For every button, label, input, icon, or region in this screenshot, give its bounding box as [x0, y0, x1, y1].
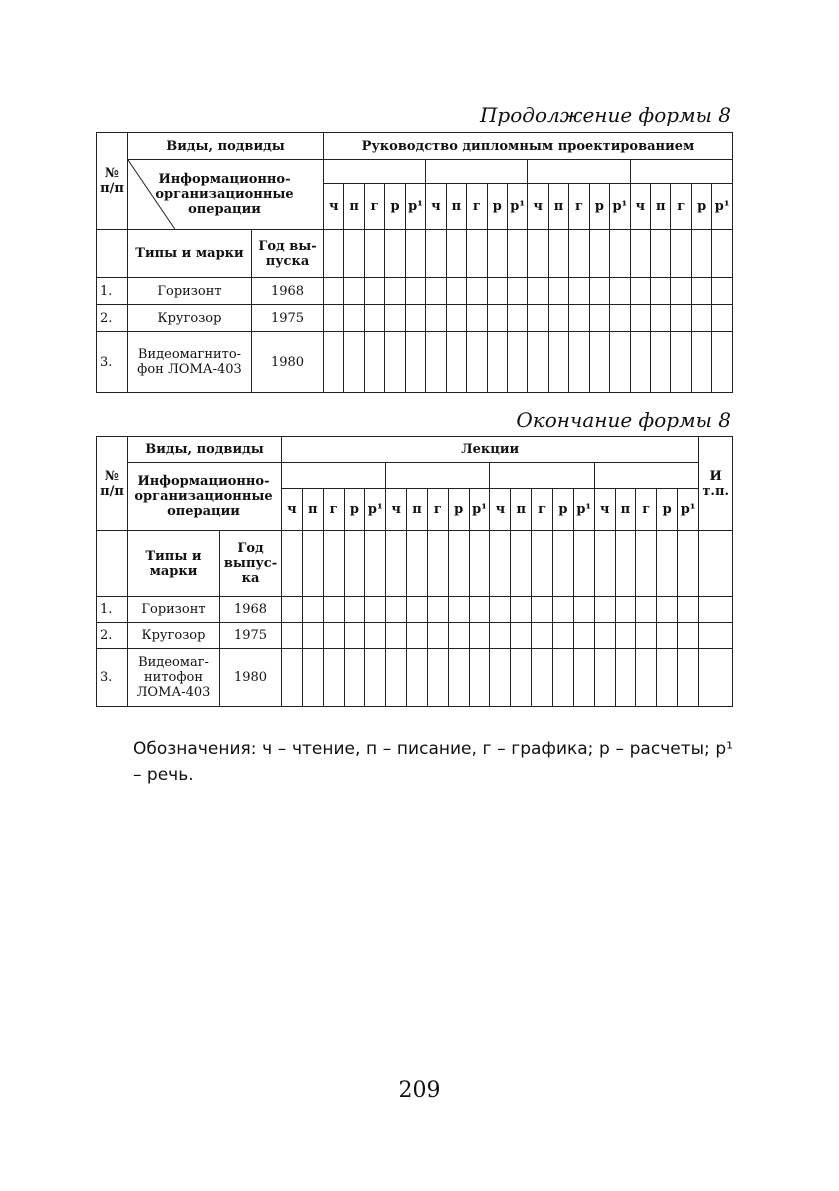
grid-cell: [405, 332, 425, 393]
grid-cell: [407, 531, 428, 597]
subcol-header: р¹: [507, 184, 527, 230]
subcol-header: ч: [324, 184, 344, 230]
grid-cell: [678, 597, 699, 623]
subcol-header: р: [448, 489, 469, 531]
grid-cell: [569, 332, 589, 393]
row-year: 1980: [252, 332, 324, 393]
subcol-header: п: [302, 489, 323, 531]
grid-cell: [699, 649, 733, 707]
grid-cell: [594, 597, 615, 623]
subcol-header: р¹: [469, 489, 490, 531]
grid-cell: [615, 623, 636, 649]
grid-cell: [386, 597, 407, 623]
grid-cell: [548, 332, 568, 393]
grid-cell: [699, 623, 733, 649]
empty-cell: [97, 531, 128, 597]
grid-cell: [691, 332, 711, 393]
grid-cell: [365, 597, 386, 623]
grid-cell: [302, 531, 323, 597]
grid-cell: [467, 278, 487, 305]
grid-cell: [712, 230, 733, 278]
grid-cell: [364, 230, 384, 278]
row-type: Кругозор: [128, 305, 252, 332]
grid-cell: [446, 230, 466, 278]
grid-cell: [630, 305, 650, 332]
row-num: 3.: [97, 332, 128, 393]
grid-cell: [507, 278, 527, 305]
subcol-header: р: [487, 184, 507, 230]
grid-cell: [467, 305, 487, 332]
row-year: 1975: [252, 305, 324, 332]
grid-cell: [651, 332, 671, 393]
grid-cell: [324, 278, 344, 305]
grid-cell: [569, 278, 589, 305]
subcol-header: р¹: [610, 184, 630, 230]
subcol-header: р: [552, 489, 573, 531]
subcol-header: р: [589, 184, 609, 230]
grid-cell: [615, 597, 636, 623]
num-header: № п/п: [97, 133, 128, 230]
grid-cell: [511, 597, 532, 623]
grid-cell: [507, 230, 527, 278]
extra-header: И т.п.: [699, 437, 733, 531]
grid-cell: [552, 623, 573, 649]
grid-cell: [426, 332, 446, 393]
types-header: Типы и марки: [128, 230, 252, 278]
grid-cell: [324, 305, 344, 332]
row-num: 2.: [97, 305, 128, 332]
grid-cell: [589, 278, 609, 305]
grid-cell: [552, 649, 573, 707]
subcol-header: ч: [386, 489, 407, 531]
subcol-header: п: [548, 184, 568, 230]
form2-caption: Окончание формы 8: [516, 408, 731, 432]
grid-cell: [548, 305, 568, 332]
subcol-header: р¹: [573, 489, 594, 531]
grid-cell: [324, 230, 344, 278]
grid-cell: [589, 230, 609, 278]
grid-cell: [657, 623, 678, 649]
grid-cell: [671, 278, 691, 305]
grid-cell: [490, 597, 511, 623]
grid-cell: [610, 305, 630, 332]
grid-cell: [344, 649, 365, 707]
grid-cell: [507, 305, 527, 332]
grid-cell: [385, 230, 405, 278]
subgroup-cell: [282, 463, 386, 489]
grid-cell: [365, 623, 386, 649]
types-header: Типы и марки: [128, 531, 220, 597]
subcol-header: р: [344, 489, 365, 531]
grid-cell: [282, 597, 303, 623]
grid-cell: [282, 531, 303, 597]
grid-cell: [365, 649, 386, 707]
grid-cell: [364, 332, 384, 393]
grid-cell: [386, 531, 407, 597]
grid-cell: [548, 278, 568, 305]
grid-cell: [324, 332, 344, 393]
subcol-header: р: [385, 184, 405, 230]
num-header: № п/п: [97, 437, 128, 531]
grid-cell: [573, 597, 594, 623]
grid-cell: [448, 649, 469, 707]
empty-cell: [97, 230, 128, 278]
grid-cell: [594, 649, 615, 707]
grid-cell: [507, 332, 527, 393]
grid-cell: [594, 531, 615, 597]
grid-cell: [615, 531, 636, 597]
subcol-header: п: [511, 489, 532, 531]
row-type: Видеомагнито-фон ЛОМА-403: [128, 332, 252, 393]
table-row: [97, 597, 733, 623]
grid-cell: [610, 278, 630, 305]
grid-cell: [344, 597, 365, 623]
grid-cell: [671, 230, 691, 278]
grid-cell: [469, 623, 490, 649]
row-num: 3.: [97, 649, 128, 707]
grid-cell: [282, 623, 303, 649]
grid-cell: [467, 332, 487, 393]
grid-cell: [446, 332, 466, 393]
legend-note: Обозначения: ч – чтение, п – писание, г – графика; р – расчеты; р¹ – речь.: [133, 739, 733, 785]
grid-cell: [532, 531, 553, 597]
row-type: Видеомаг-нитофон ЛОМА-403: [128, 649, 220, 707]
grid-cell: [407, 649, 428, 707]
grid-cell: [678, 623, 699, 649]
grid-cell: [657, 597, 678, 623]
grid-cell: [282, 649, 303, 707]
grid-cell: [589, 332, 609, 393]
grid-cell: [594, 623, 615, 649]
info-ops-cell: [128, 463, 282, 531]
grid-cell: [671, 305, 691, 332]
row-type: Горизонт: [128, 278, 252, 305]
grid-cell: [552, 597, 573, 623]
table-row: [97, 623, 733, 649]
subcol-header: г: [364, 184, 384, 230]
grid-cell: [678, 649, 699, 707]
grid-cell: [532, 623, 553, 649]
grid-cell: [386, 623, 407, 649]
grid-cell: [385, 278, 405, 305]
grid-cell: [344, 332, 364, 393]
grid-cell: [427, 597, 448, 623]
grid-cell: [405, 278, 425, 305]
row-num: 1.: [97, 278, 128, 305]
grid-cell: [405, 305, 425, 332]
subcol-header: п: [407, 489, 428, 531]
grid-cell: [651, 278, 671, 305]
grid-cell: [364, 278, 384, 305]
subcol-header: ч: [528, 184, 548, 230]
grid-cell: [469, 597, 490, 623]
grid-cell: [448, 531, 469, 597]
grid-cell: [630, 332, 650, 393]
row-year: 1975: [220, 623, 282, 649]
grid-cell: [552, 531, 573, 597]
table-row: [97, 332, 733, 393]
grid-cell: [467, 230, 487, 278]
grid-cell: [630, 278, 650, 305]
grid-cell: [636, 649, 657, 707]
row-year: 1980: [220, 649, 282, 707]
subcol-header: р: [691, 184, 711, 230]
table-row: [97, 278, 733, 305]
grid-cell: [610, 332, 630, 393]
grid-cell: [487, 332, 507, 393]
year-header: Год вы-пуска: [252, 230, 324, 278]
grid-cell: [573, 623, 594, 649]
grid-cell: [344, 230, 364, 278]
grid-cell: [532, 649, 553, 707]
grid-cell: [569, 305, 589, 332]
grid-cell: [426, 305, 446, 332]
grid-cell: [487, 305, 507, 332]
grid-cell: [323, 531, 344, 597]
subcol-header: р¹: [678, 489, 699, 531]
info-ops-label: Информационно-организационные операции: [155, 172, 294, 217]
grid-cell: [385, 305, 405, 332]
grid-cell: [678, 531, 699, 597]
subgroup-cell: [386, 463, 490, 489]
group-header: Лекции: [282, 437, 699, 463]
grid-cell: [302, 597, 323, 623]
subcol-header: г: [569, 184, 589, 230]
grid-cell: [469, 649, 490, 707]
year-header: Год выпус-ка: [220, 531, 282, 597]
grid-cell: [364, 305, 384, 332]
grid-cell: [365, 531, 386, 597]
grid-cell: [344, 623, 365, 649]
form2-table: [96, 436, 733, 707]
subcol-header: г: [427, 489, 448, 531]
grid-cell: [386, 649, 407, 707]
grid-cell: [511, 531, 532, 597]
row-num: 1.: [97, 597, 128, 623]
subcol-header: г: [636, 489, 657, 531]
grid-cell: [302, 623, 323, 649]
subgroup-cell: [594, 463, 699, 489]
subcol-header: ч: [490, 489, 511, 531]
grid-cell: [589, 305, 609, 332]
grid-cell: [636, 531, 657, 597]
subcol-header: р: [657, 489, 678, 531]
subcol-header: ч: [282, 489, 303, 531]
grid-cell: [446, 278, 466, 305]
subgroup-cell: [528, 160, 630, 184]
grid-cell: [469, 531, 490, 597]
grid-cell: [490, 649, 511, 707]
grid-cell: [528, 278, 548, 305]
grid-cell: [490, 623, 511, 649]
grid-cell: [528, 332, 548, 393]
kinds-header: Виды, подвиды: [128, 437, 282, 463]
subcol-header: р¹: [365, 489, 386, 531]
grid-cell: [573, 649, 594, 707]
subcol-header: р¹: [712, 184, 733, 230]
grid-cell: [487, 278, 507, 305]
grid-cell: [651, 230, 671, 278]
table-row: [97, 649, 733, 707]
grid-cell: [657, 649, 678, 707]
grid-cell: [691, 230, 711, 278]
subgroup-cell: [426, 160, 528, 184]
grid-cell: [511, 649, 532, 707]
grid-cell: [610, 230, 630, 278]
grid-cell: [448, 597, 469, 623]
kinds-header: Виды, подвиды: [128, 133, 324, 160]
grid-cell: [615, 649, 636, 707]
grid-cell: [712, 332, 733, 393]
info-ops-cell: [128, 160, 324, 230]
grid-cell: [657, 531, 678, 597]
row-num: 2.: [97, 623, 128, 649]
subgroup-cell: [324, 160, 426, 184]
page-number: 209: [398, 1078, 441, 1103]
grid-cell: [573, 531, 594, 597]
grid-cell: [405, 230, 425, 278]
form1-table: [96, 132, 733, 393]
grid-cell: [691, 305, 711, 332]
subcol-header: г: [467, 184, 487, 230]
grid-cell: [407, 597, 428, 623]
grid-cell: [427, 649, 448, 707]
subcol-header: г: [671, 184, 691, 230]
grid-cell: [302, 649, 323, 707]
grid-cell: [699, 531, 733, 597]
grid-cell: [323, 597, 344, 623]
grid-cell: [323, 649, 344, 707]
subcol-header: ч: [594, 489, 615, 531]
grid-cell: [446, 305, 466, 332]
grid-cell: [712, 278, 733, 305]
subgroup-cell: [490, 463, 594, 489]
grid-cell: [712, 305, 733, 332]
subcol-header: п: [344, 184, 364, 230]
subcol-header: р¹: [405, 184, 425, 230]
grid-cell: [323, 623, 344, 649]
grid-cell: [427, 623, 448, 649]
grid-cell: [671, 332, 691, 393]
grid-cell: [691, 278, 711, 305]
grid-cell: [699, 597, 733, 623]
row-year: 1968: [252, 278, 324, 305]
grid-cell: [427, 531, 448, 597]
subcol-header: ч: [630, 184, 650, 230]
grid-cell: [636, 623, 657, 649]
grid-cell: [651, 305, 671, 332]
grid-cell: [532, 597, 553, 623]
group-header: Руководство дипломным проектированием: [324, 133, 733, 160]
subgroup-cell: [630, 160, 732, 184]
grid-cell: [511, 623, 532, 649]
grid-cell: [344, 278, 364, 305]
row-type: Горизонт: [128, 597, 220, 623]
grid-cell: [548, 230, 568, 278]
grid-cell: [487, 230, 507, 278]
grid-cell: [630, 230, 650, 278]
grid-cell: [569, 230, 589, 278]
grid-cell: [426, 278, 446, 305]
subcol-header: г: [532, 489, 553, 531]
subcol-header: г: [323, 489, 344, 531]
grid-cell: [528, 305, 548, 332]
subcol-header: п: [651, 184, 671, 230]
row-year: 1968: [220, 597, 282, 623]
grid-cell: [385, 332, 405, 393]
subcol-header: ч: [426, 184, 446, 230]
subcol-header: п: [615, 489, 636, 531]
table-row: [97, 305, 733, 332]
grid-cell: [528, 230, 548, 278]
grid-cell: [344, 305, 364, 332]
subcol-header: п: [446, 184, 466, 230]
grid-cell: [426, 230, 446, 278]
info-ops-label: Информационно-организационные операции: [134, 474, 273, 519]
grid-cell: [636, 597, 657, 623]
grid-cell: [407, 623, 428, 649]
grid-cell: [344, 531, 365, 597]
row-type: Кругозор: [128, 623, 220, 649]
form1-caption: Продолжение формы 8: [479, 103, 731, 127]
grid-cell: [490, 531, 511, 597]
grid-cell: [448, 623, 469, 649]
